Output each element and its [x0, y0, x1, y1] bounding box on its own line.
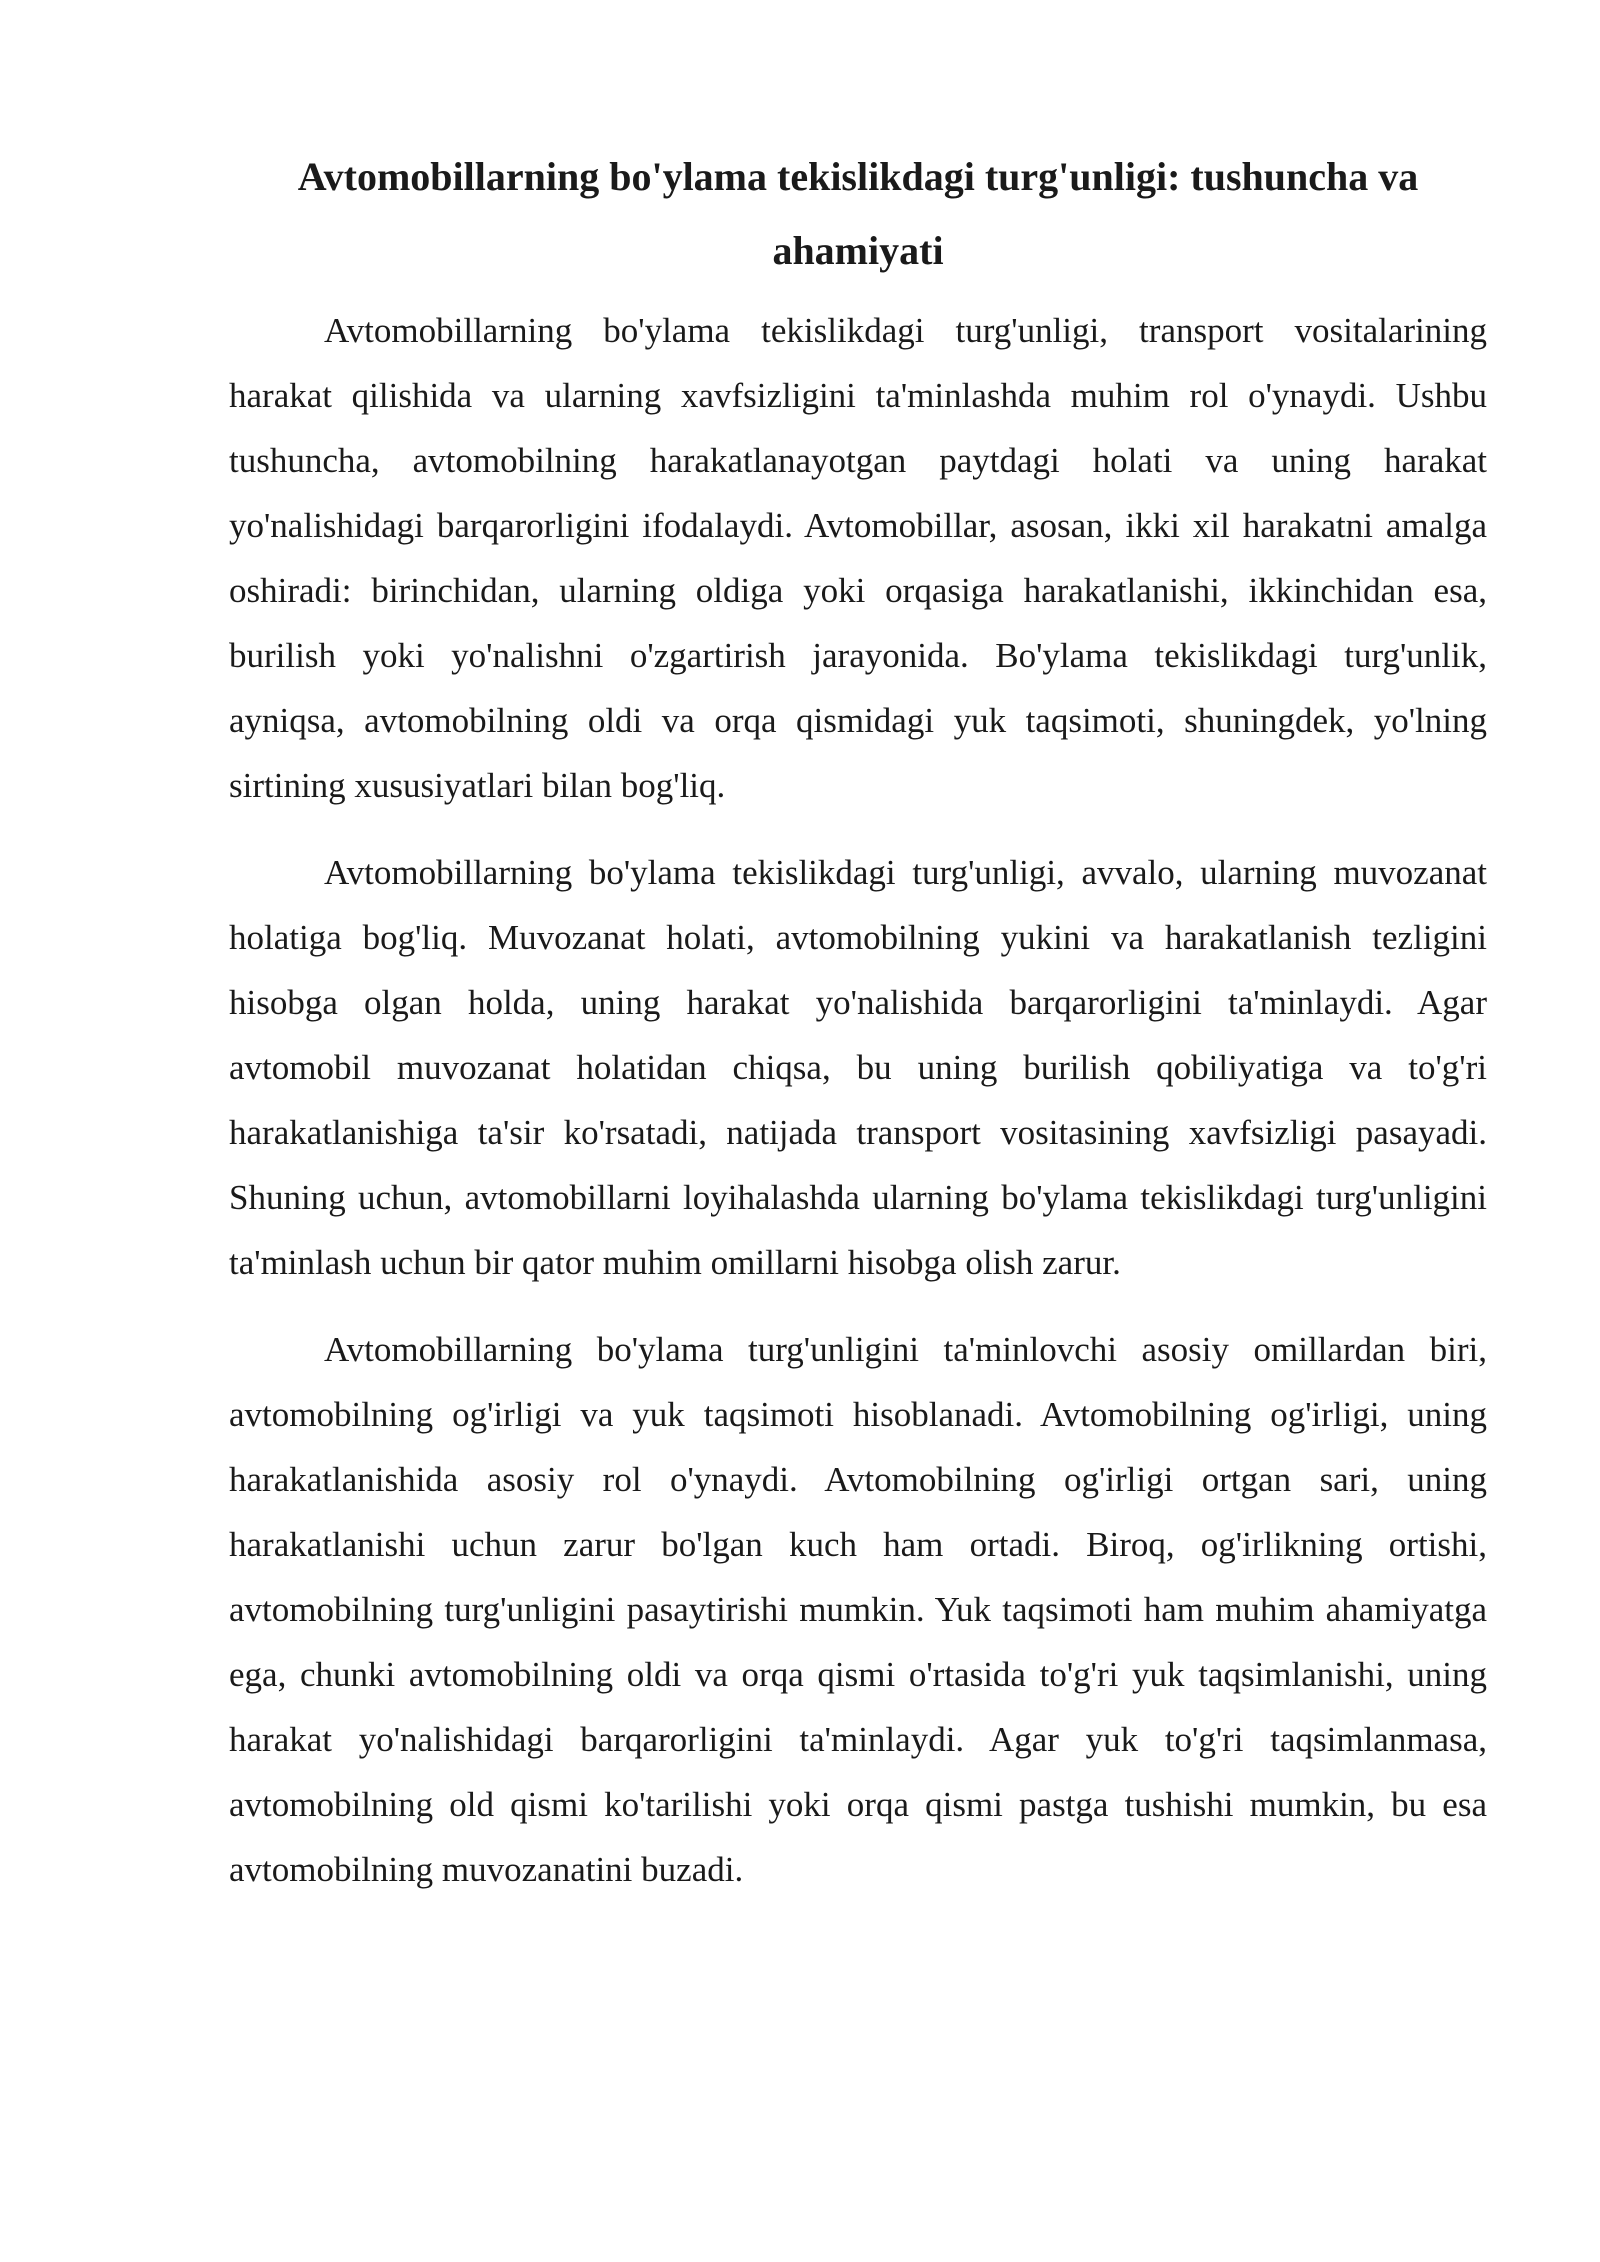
paragraph-2: Avtomobillarning bo'ylama tekislikdagi turg'unligi, avvalo, ularning muvozanat holatiga bog'liq. Muvozanat holati, avtomobilning yukini va harakatlanish tezligini hisobga olgan holda, uning harakat yo'nalishida barqarorligini ta'minlaydi. Agar avtomobil muvozanat holatidan chiqsa, bu uning burilish qobiliyatiga va to'g'ri harakatlanishiga ta'sir ko'rsatadi, natijada transport vositasining xavfsizligi pasayadi. Shuning uchun, avtomobillarni loyihalashda ularning bo'ylama tekislikdagi turg'unligini ta'minlash uchun bir qator muhim omillarni hisobga olish zarur. [229, 853, 1487, 1282]
paragraph-1: Avtomobillarning bo'ylama tekislikdagi turg'unligi, transport vositalarining harakat qilishida va ularning xavfsizligini ta'minlashda muhim rol o'ynaydi. Ushbu tushuncha, avtomobilning harakatlanayotgan paytdagi holati va uning harakat yo'nalishidagi barqarorligini ifodalaydi. Avtomobillar, asosan, ikki xil harakatni amalga oshiradi: birinchidan, ularning oldiga yoki orqasiga harakatlanishi, ikkinchidan esa, burilish yoki yo'nalishni o'zgartirish jarayonida. Bo'ylama tekislikdagi turg'unlik, ayniqsa, avtomobilning oldi va orqa qismidagi yuk taqsimoti, shuningdek, yo'lning sirtining xususiyatlari bilan bog'liq. [229, 311, 1487, 805]
document-title: Avtomobillarning bo'ylama tekislikdagi turg'unligi: tushuncha va ahamiyati [297, 154, 1419, 273]
paragraph-3: Avtomobillarning bo'ylama turg'unligini ta'minlovchi asosiy omillardan biri, avtomobilning og'irligi va yuk taqsimoti hisoblanadi. Avtomobilning og'irligi, uning harakatlanishida asosiy rol o'ynaydi. Avtomobilning og'irligi ortgan sari, uning harakatlanishi uchun zarur bo'lgan kuch ham ortadi. Biroq, og'irlikning ortishi, avtomobilning turg'unligini pasaytirishi mumkin. Yuk taqsimoti ham muhim ahamiyatga ega, chunki avtomobilning oldi va orqa qismi o'rtasida to'g'ri yuk taqsimlanishi, uning harakat yo'nalishidagi barqarorligini ta'minlaydi. Agar yuk to'g'ri taqsimlanmasa, avtomobilning old qismi ko'tarilishi yoki orqa qismi pastga tushishi mumkin, bu esa avtomobilning muvozanatini buzadi. [229, 1330, 1487, 1889]
document-page [229, 140, 1487, 1924]
